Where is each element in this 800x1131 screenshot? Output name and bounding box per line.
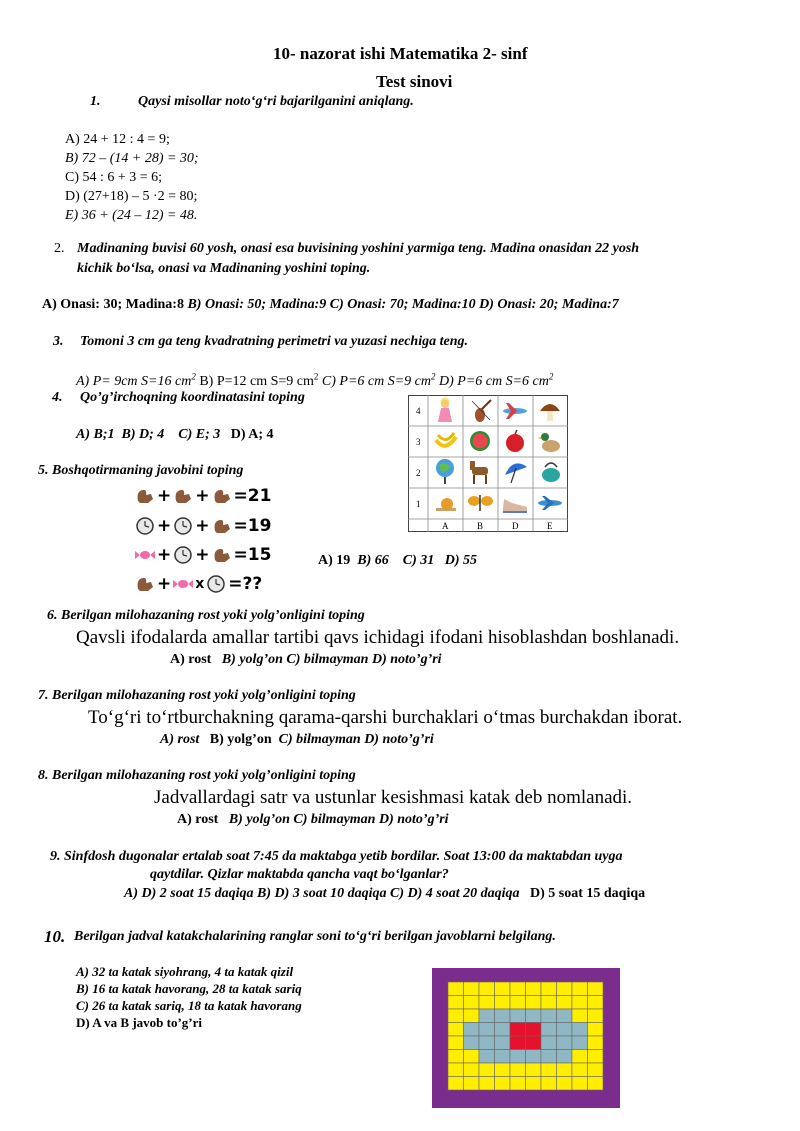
grid-cell: [557, 1036, 573, 1050]
candy-icon: [173, 575, 193, 593]
grid-cell: [526, 1077, 542, 1091]
q5-options: [318, 553, 477, 569]
grid-cell: [588, 982, 604, 996]
grid-cell: [572, 1036, 588, 1050]
q10-option-b[interactable]: B) 16 ta katak havorang, 28 ta katak sariq: [76, 981, 302, 996]
grid-cell: [495, 982, 511, 996]
grid-cell: [464, 1009, 480, 1023]
q7-option-a[interactable]: A) rost: [160, 732, 200, 747]
grid-cell: [572, 1050, 588, 1064]
squirrel-icon: [212, 546, 232, 564]
grid-cell: [448, 1009, 464, 1023]
grid-cell: [448, 1077, 464, 1091]
q4-option-a[interactable]: A) B;1: [76, 427, 115, 442]
q2-number: 2.: [54, 241, 65, 256]
grid-cell: [464, 996, 480, 1010]
grid-cell: [526, 1050, 542, 1064]
squirrel-icon: [135, 487, 155, 505]
grid-row-label-3: 3: [416, 437, 421, 447]
grid-cell: [541, 1036, 557, 1050]
grid-cell: [588, 1023, 604, 1037]
q4-option-b[interactable]: B) D; 4: [121, 427, 165, 442]
grid-cell: [541, 996, 557, 1010]
q7-options: [160, 732, 434, 748]
q10-option-c[interactable]: C) 26 ta katak sariq, 18 ta katak havorang: [76, 998, 302, 1013]
q8-options-rest[interactable]: B) yolg’on C) bilmayman D) noto’g’ri: [228, 812, 449, 827]
grid-cell: [479, 1023, 495, 1037]
q6-statement: Qavsli ifodalarda amallar tartibi qavs ichidagi ifodani hisoblashdan boshlanadi.: [76, 627, 680, 648]
puzzle-result-1: =21: [233, 486, 272, 506]
grid-cell: [588, 996, 604, 1010]
q9-options: [124, 886, 645, 902]
q8-options: [177, 812, 449, 828]
grid-cell: [557, 1077, 573, 1091]
grid-cell: [464, 1077, 480, 1091]
puzzle-row-2: [135, 514, 271, 538]
grid-cell: [464, 1023, 480, 1037]
q4-option-c[interactable]: C) E; 3: [178, 427, 221, 442]
plus-sign: +: [195, 516, 210, 536]
coordinate-grid: [408, 395, 568, 533]
plus-sign: +: [157, 486, 172, 506]
grid-cell: [479, 982, 495, 996]
squirrel-icon: [212, 487, 232, 505]
q1-number: 1.: [90, 94, 101, 109]
grid-cell: [526, 1036, 542, 1050]
grid-cell: [479, 1009, 495, 1023]
grid-cell: [495, 1063, 511, 1077]
plus-sign: +: [157, 545, 172, 565]
grid-cell: [464, 982, 480, 996]
grid-cell: [526, 982, 542, 996]
q9-line1: 9. Sinfdosh dugonalar ertalab soat 7:45 da maktabga yetib bordilar. Soat 13:00 da maktabdan uyga: [50, 849, 623, 864]
q1-option-d[interactable]: D) (27+18) – 5 ·2 = 80;: [65, 189, 198, 204]
grid-cell: [448, 1036, 464, 1050]
puzzle-result-3: =15: [233, 545, 272, 565]
q10-text: Berilgan jadval katakchalarining ranglar soni to‘g‘ri berilgan javoblarni belgilang.: [74, 929, 556, 944]
times-sign: x: [195, 576, 205, 592]
grid-cell: [495, 1036, 511, 1050]
grid-cell: [464, 1050, 480, 1064]
clock-icon: [173, 517, 193, 535]
grid-cell: [510, 1077, 526, 1091]
grid-cell: [526, 1009, 542, 1023]
q10-option-d[interactable]: D) A va B javob to’g’ri: [76, 1015, 203, 1030]
q6-text: 6. Berilgan milohazaning rost yoki yolg’onligini toping: [47, 608, 365, 623]
page-title: 10- nazorat ishi Matematika 2- sinf: [273, 44, 528, 63]
plus-sign: +: [195, 486, 210, 506]
squirrel-icon: [173, 487, 193, 505]
q4-option-d[interactable]: D) A; 4: [230, 427, 274, 442]
grid-col-label-e: E: [547, 521, 553, 531]
grid-cell: [541, 1077, 557, 1091]
q10-number: 10.: [44, 927, 66, 946]
q3-option-a[interactable]: A) P= 9cm S=16 $cm^2$: [76, 371, 196, 389]
grid-cell: [541, 1050, 557, 1064]
plus-sign: +: [157, 574, 172, 594]
q8-option-a[interactable]: A) rost: [177, 812, 219, 827]
q1-option-e[interactable]: E) 36 + (24 – 12) = 48.: [65, 208, 198, 223]
puzzle-row-4: [135, 572, 262, 596]
grid-cell: [588, 1050, 604, 1064]
q7-text: 7. Berilgan milohazaning rost yoki yolg’onligini toping: [38, 688, 356, 703]
grid-cell: [526, 1063, 542, 1077]
plus-sign: +: [195, 545, 210, 565]
q1-option-a[interactable]: A) 24 + 12 : 4 = 9;: [65, 132, 170, 147]
q4-text: Qo’g’irchoqning koordinatasini toping: [80, 390, 305, 405]
grid-cell: [541, 982, 557, 996]
grid-row-label-2: 2: [416, 468, 421, 478]
grid-cell: [572, 996, 588, 1010]
q3-option-c[interactable]: C) P=6 cm S=9 $cm^2$: [321, 371, 436, 389]
grid-cell: [572, 1023, 588, 1037]
q10-options: [76, 963, 302, 1031]
puzzle-result-4: =??: [228, 574, 263, 594]
puzzle-result-2: =19: [233, 516, 272, 536]
q3-options: [76, 371, 553, 390]
grid-cell: [479, 996, 495, 1010]
grid-cell: [448, 1063, 464, 1077]
grid-cell: [510, 1023, 526, 1037]
grid-cell: [448, 1050, 464, 1064]
q2-options: [42, 297, 619, 313]
q9-line2: qaytdilar. Qizlar maktabda qancha vaqt bo‘lganlar?: [150, 867, 449, 882]
grid-cell: [557, 982, 573, 996]
grid-cell: [557, 1063, 573, 1077]
puzzle-row-3: [135, 543, 271, 567]
q7-option-b[interactable]: B) yolg’on: [209, 732, 272, 747]
q3-option-b[interactable]: B) P=12 cm S=9 $cm^2$: [199, 371, 319, 389]
watermelon-icon: [470, 431, 490, 451]
q2-line2: kichik bo‘lsa, onasi va Madinaning yoshini toping.: [77, 261, 371, 276]
puzzle-row-1: [135, 484, 271, 508]
q9-option-d[interactable]: D) 5 soat 15 daqiqa: [530, 886, 646, 901]
grid-cell: [495, 1023, 511, 1037]
grid-cell: [557, 996, 573, 1010]
grid-cell: [572, 1009, 588, 1023]
grid-cell: [479, 1077, 495, 1091]
q5-option-b[interactable]: B) 66: [357, 553, 389, 568]
q5-option-c[interactable]: C) 31: [402, 553, 435, 568]
grid-cell: [479, 1063, 495, 1077]
grid-col-label-d: D: [512, 521, 519, 531]
grid-cell: [557, 1009, 573, 1023]
clock-icon: [135, 517, 155, 535]
q6-option-a[interactable]: A) rost: [170, 652, 212, 667]
grid-cell: [495, 1050, 511, 1064]
grid-cell: [557, 1050, 573, 1064]
grid-cell: [479, 1050, 495, 1064]
grid-cell: [448, 982, 464, 996]
clock-icon: [206, 575, 226, 593]
q4-options: [76, 427, 274, 443]
q7-statement: To‘g‘ri to‘rtburchakning qarama-qarshi burchaklari o‘tmas burchakdan iborat.: [88, 707, 683, 728]
q5-text: 5. Boshqotirmaning javobini toping: [38, 463, 244, 478]
candy-icon: [135, 546, 155, 564]
q9-options-abc[interactable]: A) D) 2 soat 15 daqiqa B) D) 3 soat 10 daqiqa C) D) 4 soat 20 daqiqa: [124, 886, 520, 901]
q5-option-d[interactable]: D) 55: [444, 553, 478, 568]
squirrel-icon: [135, 575, 155, 593]
page-subtitle: Test sinovi: [376, 72, 453, 91]
q2-line1: Madinaning buvisi 60 yosh, onasi esa buvisining yoshini yarmiga teng. Madina onasidan 22 yosh: [77, 241, 640, 256]
grid-cell: [572, 1063, 588, 1077]
q1-text: Qaysi misollar noto‘g‘ri bajarilganini aniqlang.: [138, 94, 414, 109]
grid-cell: [526, 996, 542, 1010]
q3-option-d[interactable]: D) P=6 cm S=6 $cm^2$: [439, 371, 554, 389]
grid-cell: [588, 1077, 604, 1091]
grid-cell: [510, 1009, 526, 1023]
grid-cell: [588, 1009, 604, 1023]
grid-col-label-a: A: [442, 521, 449, 531]
grid-cell: [479, 1036, 495, 1050]
q2-options-rest[interactable]: B) Onasi: 50; Madina:9 C) Onasi: 70; Madina:10 D) Onasi: 20; Madina:7: [187, 297, 619, 312]
clock-icon: [173, 546, 193, 564]
grid-cell: [448, 1023, 464, 1037]
q2-option-a[interactable]: A) Onasi: 30; Madina:8: [42, 297, 184, 312]
q10-option-a[interactable]: A) 32 ta katak siyohrang, 4 ta katak qizil: [76, 964, 294, 979]
grid-row-label-4: 4: [416, 406, 421, 416]
color-grid: [432, 968, 620, 1108]
grid-cell: [495, 1077, 511, 1091]
q3-text: Tomoni 3 cm ga teng kvadratning perimetri va yuzasi nechiga teng.: [80, 334, 469, 349]
q1-options: [65, 130, 199, 225]
grid-cell: [510, 982, 526, 996]
grid-cell: [448, 996, 464, 1010]
q1-option-c[interactable]: C) 54 : 6 + 3 = 6;: [65, 170, 163, 185]
grid-cell: [572, 1077, 588, 1091]
q8-text: 8. Berilgan milohazaning rost yoki yolg’onligini toping: [38, 768, 356, 783]
grid-cell: [510, 1063, 526, 1077]
grid-cell: [526, 1023, 542, 1037]
grid-cell: [495, 1009, 511, 1023]
grid-cell: [510, 996, 526, 1010]
grid-cell: [495, 996, 511, 1010]
plus-sign: +: [157, 516, 172, 536]
grid-cell: [541, 1023, 557, 1037]
grid-col-label-b: B: [477, 521, 484, 531]
grid-cell: [510, 1050, 526, 1064]
grid-cell: [557, 1023, 573, 1037]
grid-cell: [572, 982, 588, 996]
grid-cell: [588, 1063, 604, 1077]
q6-options-rest[interactable]: B) yolg’on C) bilmayman D) noto’g’ri: [221, 652, 442, 667]
q7-options-rest[interactable]: C) bilmayman D) noto’g’ri: [278, 732, 434, 747]
grid-cell: [541, 1063, 557, 1077]
squirrel-icon: [212, 517, 232, 535]
grid-cell: [464, 1036, 480, 1050]
grid-cell: [510, 1036, 526, 1050]
q5-option-a[interactable]: A) 19: [318, 553, 351, 568]
q4-number: 4.: [52, 390, 63, 405]
grid-cell: [464, 1063, 480, 1077]
q3-number: 3.: [53, 334, 64, 349]
q6-options: [170, 652, 442, 668]
grid-cell: [588, 1036, 604, 1050]
grid-cell: [541, 1009, 557, 1023]
grid-row-label-1: 1: [416, 499, 421, 509]
q1-option-b[interactable]: B) 72 – (14 + 28) = 30;: [65, 151, 199, 166]
q8-statement: Jadvallardagi satr va ustunlar kesishmasi katak deb nomlanadi.: [154, 787, 633, 808]
